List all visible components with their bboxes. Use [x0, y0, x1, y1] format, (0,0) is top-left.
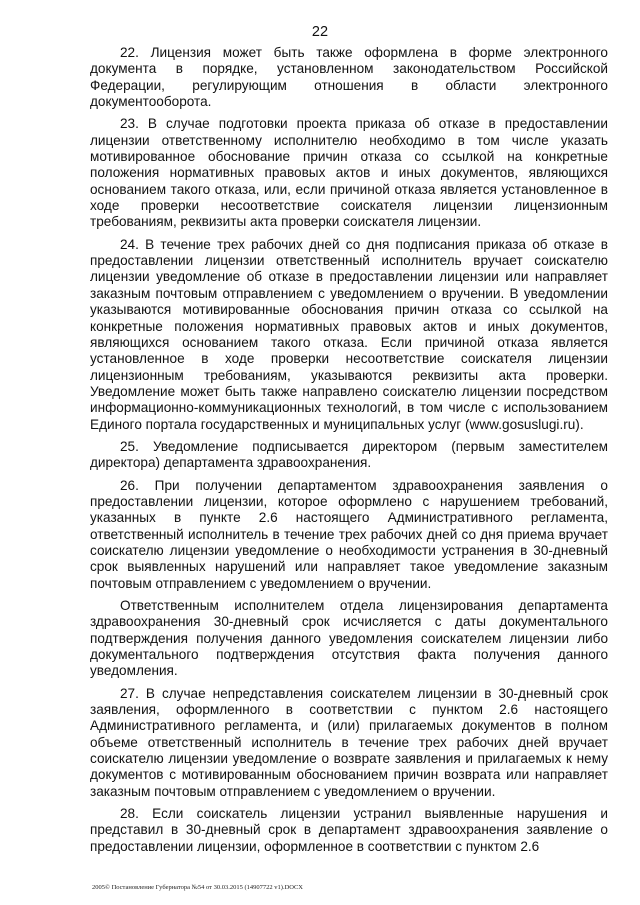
paragraph-26: 26. При получении департаментом здравоохранения заявления о предоставлении лицензии, которое оформлено с нарушением требований, указанных в пункте 2.6 настоящего Административного регламента, ответственный исполнитель в течение трех рабочих дней со дня приема вручает соискателю лицензии уведомление о необходимости устранения в 30-дневный срок выявленных нарушений или направляет такое уведомление заказным почтовым отправлением с уведомлением о вручении.: [90, 477, 608, 591]
paragraph-25: 25. Уведомление подписывается директором (первым заместителем директора) департамента здравоохранения.: [90, 438, 608, 471]
paragraph-23: 23. В случае подготовки проекта приказа об отказе в предоставлении лицензии ответственному исполнителю необходимо в том числе указать мотивированное обоснование причин отказа со ссылкой на конкретные положения нормативных правовых актов и иных документов, являющихся основанием такого отказа, или, если причиной отказа является установленное в ходе проверки несоответствие соискателя лицензии лицензионным требованиям, реквизиты акта проверки соискателя лицензии.: [90, 116, 608, 230]
paragraph-27: 27. В случае непредставления соискателем лицензии в 30-дневный срок заявления, оформленного в соответствии с пунктом 2.6 настоящего Административного регламента, и (или) прилагаемых документов в полном объеме ответственный исполнитель в течение трех рабочих дней вручает соискателю лицензии уведомление о возврате заявления и прилагаемых к нему документов с мотивированным обоснованием причин возврата или направляет заказным почтовым отправлением с уведомлением о вручении.: [90, 685, 608, 799]
footer-document-reference: 2005© Постановление Губернатора №54 от 30.03.2015 (14907722 v1).DOCX: [92, 884, 303, 891]
paragraph-22: 22. Лицензия может быть также оформлена в форме электронного документа в порядке, установленном законодательством Российской Федерации, регулирующим отношения в области электронного документооборота.: [90, 45, 608, 110]
page-number: 22: [311, 24, 329, 40]
paragraph-28: 28. Если соискатель лицензии устранил выявленные нарушения и представил в 30-дневный срок в департамент здравоохранения заявление о предоставлении лицензии, оформленное в соответствии с пунктом 2.6: [90, 806, 608, 854]
paragraph-24: 24. В течение трех рабочих дней со дня подписания приказа об отказе в предоставлении лицензии ответственный исполнитель вручает соискателю лицензии уведомление об отказе в предоставлении лицензии или направляет заказным почтовым отправлением с уведомлением о вручении. В уведомлении указываются мотивированные обоснования причин отказа со ссылкой на конкретные положения нормативных правовых актов и иных документов, являющихся основанием такого отказа. Если причиной отказа является установленное в ходе проверки несоответствие соискателя лицензии лицензионным требованиям, указываются реквизиты акта проверки. Уведомление может быть также направлено соискателю лицензии посредством информационно-коммуникационных технологий, в том числе с использованием Единого портала государственных и муниципальных услуг (www.gosuslugi.ru).: [90, 236, 608, 432]
paragraph-26-continued: Ответственным исполнителем отдела лицензирования департамента здравоохранения 30-дневный срок исчисляется с даты документального подтверждения получения данного уведомления соискателем лицензии либо документального подтверждения отсутствия факта получения данного уведомления.: [90, 598, 608, 679]
document-body: [90, 45, 608, 861]
